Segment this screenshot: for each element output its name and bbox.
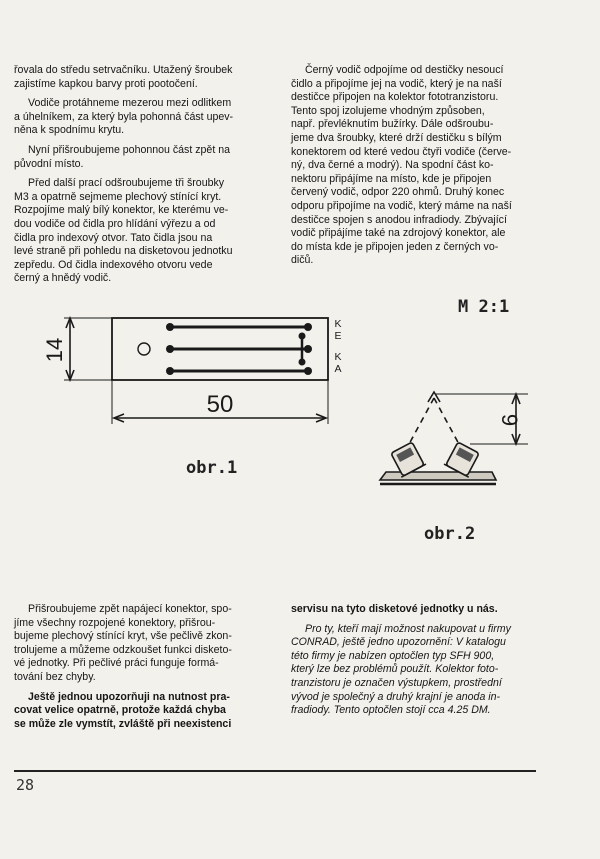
text-line: levé straně při pohledu na disketovou jednotku (14, 245, 233, 258)
column-left-top (14, 64, 272, 292)
paragraph (14, 603, 272, 685)
text-line: konektorem od které vedou čtyři vodiče (červe- (291, 145, 512, 158)
beam-line (434, 398, 460, 446)
paragraph-bold (291, 603, 537, 617)
paragraph (14, 177, 272, 286)
text-line: této firmy je nabízen optočlen typ SFH 900, (291, 649, 495, 662)
text-line: zajistíme kapkou barvy proti pootočení. (14, 77, 198, 90)
text-line: Černý vodič odpojíme od destičky nesoucí (305, 64, 504, 76)
text-line: destičce spojen s anodou infradiody. Zbývající (291, 213, 507, 226)
text-line: odporu připojíme na vodič, který máme na naší (291, 199, 512, 212)
text-line: destičce připojen na kolektor fototranzistoru. (291, 91, 499, 104)
solder-pad (304, 367, 312, 375)
figure-1-caption: obr.1 (186, 458, 238, 478)
column-right-top (291, 64, 537, 274)
text-line: do místa kde je připojen jeden z černých vo- (291, 240, 499, 253)
figure-1-drawing (40, 300, 350, 440)
text-line: Pro ty, kteří mají možnost nakupovat u firmy (305, 622, 511, 635)
mounting-hole (138, 343, 150, 355)
text-line: červený vodič, odpor 220 ohmů. Druhý konec (291, 186, 505, 199)
solder-pad (304, 345, 312, 353)
pin-label-k: K (334, 318, 342, 330)
text-line: vodič připájíme také na zdrojový konektor, ale (291, 227, 506, 240)
text-line: Nyní přišroubujeme pohonnou část zpět na (28, 143, 230, 156)
text-line: jeme dva šroubky, které drží destičku s bílým (291, 131, 502, 144)
paragraph (14, 64, 272, 91)
text-line: vývod je společný a druhý krajní je anoda in- (291, 690, 501, 703)
solder-pad (166, 345, 174, 353)
text-line: dičů. (291, 254, 314, 267)
dim-width-label: 50 (206, 391, 234, 418)
solder-pad (166, 323, 174, 331)
solder-pad (166, 367, 174, 375)
text-line: trolujeme a můžeme odzkoušet funkci disketo- (14, 643, 232, 656)
pin-label-e: E (334, 330, 342, 342)
text-line: jíme všechny rozpojené konektory, přišrou- (14, 616, 216, 629)
dim-label: 9 (497, 413, 522, 427)
column-left-bottom (14, 603, 272, 737)
scale-label: M 2:1 (458, 297, 510, 317)
text-line: řovala do středu setrvačníku. Utažený šroubek (14, 64, 233, 76)
paragraph (14, 97, 272, 138)
text-line: tování bez chyby. (14, 670, 96, 683)
text-line: který lze bez problémů použít. Kolektor foto- (291, 663, 499, 676)
text-line: Tento spoj izolujeme vhodným způsoben, (291, 104, 485, 117)
solder-pad (304, 323, 312, 331)
text-line: původní místo. (14, 157, 84, 170)
text-line: tranzistoru je označen výstupkem, prostřední (291, 676, 502, 689)
text-line: M3 a opatrně sejmeme plechový stínící kryt. (14, 190, 222, 203)
text-line: CONRAD, ještě jedno upozornění: V katalogu (291, 636, 506, 649)
dim-height-label: 14 (42, 337, 67, 363)
footer-divider (14, 770, 536, 772)
paragraph (14, 144, 272, 171)
text-line: fradiody. Tento optočlen stojí cca 4.25 DM. (291, 704, 491, 717)
text-line: se může zle vymstít, zvláště při neexistenci (14, 717, 232, 730)
pin-label-a: A (334, 363, 342, 375)
pin-label-k: K (334, 351, 342, 363)
solder-pad (299, 333, 306, 340)
column-right-bottom (291, 603, 537, 724)
text-line: a úhelníkem, za který byla pohonná část upev- (14, 110, 234, 123)
text-line: např. převléknutím bužírky. Dále odšroubu- (291, 118, 494, 131)
text-line: něna k spodnímu krytu. (14, 124, 125, 137)
text-line: servisu na tyto disketové jednotky u nás. (291, 603, 498, 615)
text-line: covat velice opatrně, protože každá chyba (14, 704, 226, 717)
paragraph (291, 64, 537, 268)
text-line: čidlo a připojíme jej na vodič, který je na naší (291, 77, 502, 90)
text-line: Před další prací odšroubujeme tři šroubky (28, 177, 225, 190)
text-line: čidla pro indexový otvor. Tato čidla jsou na (14, 231, 213, 244)
base-plate (380, 472, 496, 480)
paragraph-bold (14, 691, 272, 732)
text-line: vé jednotky. Při pečlivé práci funguje formá- (14, 657, 219, 670)
text-line: Rozpojíme malý bílý konektor, ke kterému ve- (14, 204, 229, 217)
text-line: Přišroubujeme zpět napájecí konektor, spo- (28, 603, 232, 615)
solder-pad (299, 359, 306, 366)
page-number: 28 (16, 776, 35, 794)
beam-line (408, 398, 434, 446)
text-line: ný, dva černé a modrý). Na spodní část ko- (291, 159, 494, 172)
text-line: černý a hnědý vodič. (14, 272, 112, 285)
text-line: Vodiče protáhneme mezerou mezi odlitkem (28, 97, 232, 110)
figure-2-drawing (370, 380, 530, 495)
text-line: bujeme plechový stínící kryt, vše pečlivě zkon- (14, 630, 232, 643)
text-line: dou vodiče od čidla pro hlídání výřezu a od (14, 217, 216, 230)
figure-2-caption: obr.2 (424, 524, 476, 544)
text-line: nektoru připájíme na místo, kde je připojen (291, 172, 492, 185)
text-line: Ještě jednou upozorňuji na nutnost pra- (28, 690, 230, 703)
paragraph-italic (291, 623, 537, 718)
text-line: zepředu. Od čidla indexového otvoru vede (14, 258, 213, 271)
